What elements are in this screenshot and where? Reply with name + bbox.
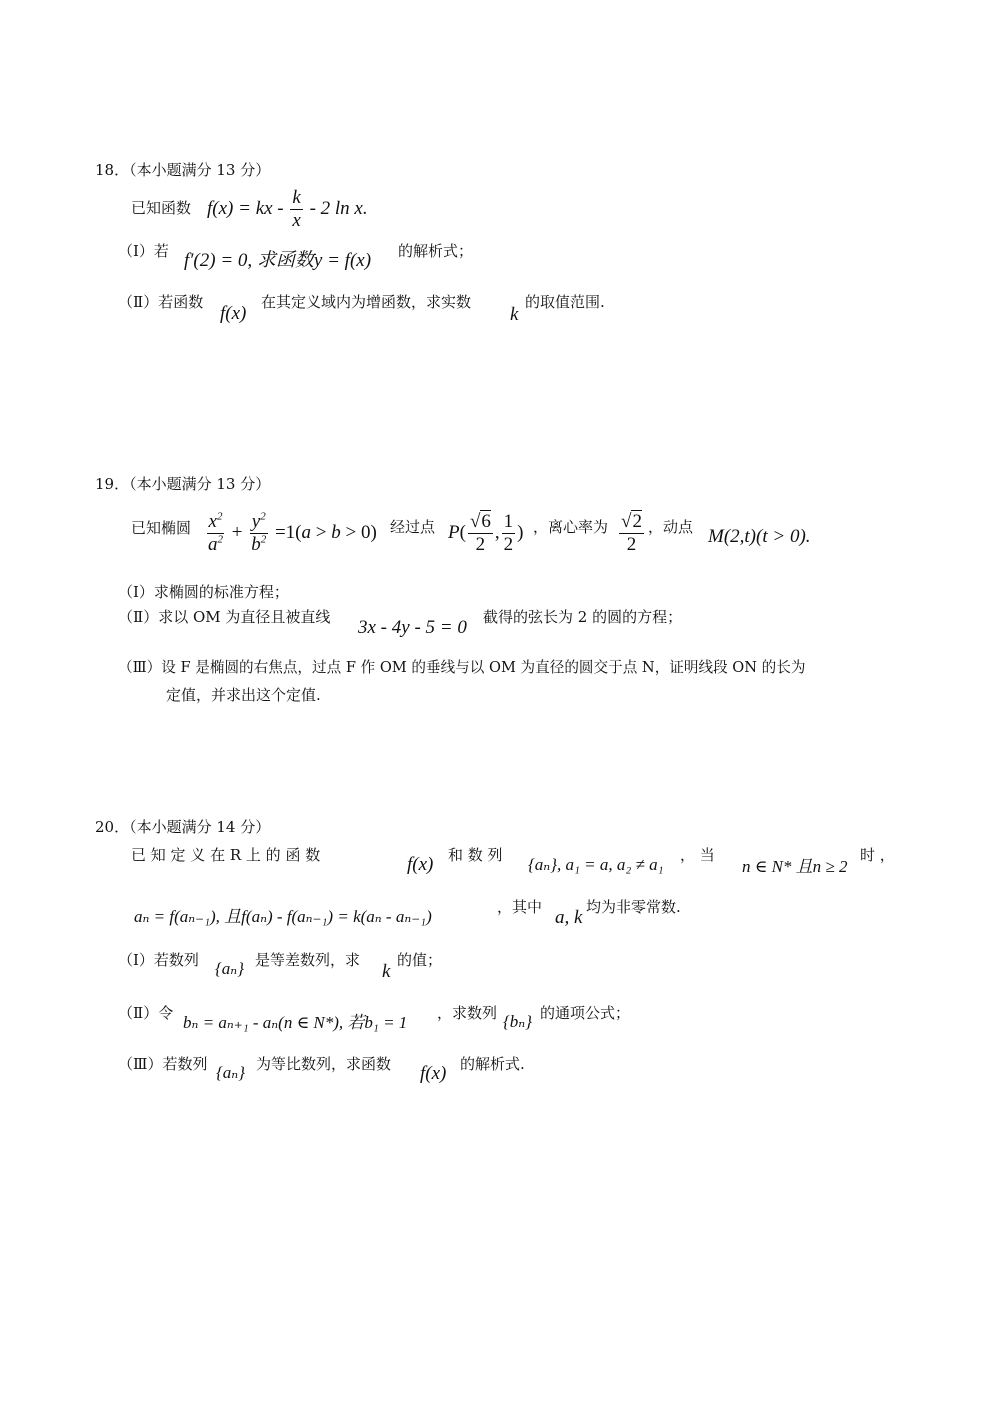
q19-passes: 经过点 xyxy=(390,518,436,536)
q19-ellipse: $\frac{x^2}{a^2}$ + $\frac{y^2}{b^2}$ =1(a > b > 0) xyxy=(208,510,377,555)
q19-moving: ，动点 xyxy=(648,518,694,536)
q19-stem-prefix: 已知椭圆 xyxy=(131,519,192,537)
q18-p2-fx: f(x) xyxy=(220,303,247,324)
q18-p2-tail: 的取值范围. xyxy=(525,293,605,311)
q20-fx: f(x) xyxy=(407,854,434,875)
q20-p2-def: bₙ = aₙ₊₁ - aₙ(n ∈ N*), 若b₁ = 1 xyxy=(183,1013,408,1032)
q20-p3-b: 为等比数列，求函数 xyxy=(256,1055,392,1073)
q20-p2-c: 的通项公式； xyxy=(540,1004,631,1022)
q20-p1-seq: {aₙ} xyxy=(215,959,244,978)
q18-p2-k: k xyxy=(510,304,519,325)
q18-p1-label: （Ⅰ）若 xyxy=(118,242,169,260)
q19-ecc-text: ，离心率为 xyxy=(533,518,609,536)
q19-p3-a: （Ⅲ）设 F 是椭圆的右焦点，过点 F 作 OM 的垂线与以 OM 为直径的圆交于点 N，证明线段 ON 的长为 xyxy=(118,659,806,676)
q20-p2-a: （Ⅱ）令 xyxy=(118,1004,174,1022)
q19-point-m: M(2,t)(t > 0). xyxy=(708,526,811,547)
q20-where: ，其中 xyxy=(497,898,543,916)
q20-p1-k: k xyxy=(382,961,391,982)
q20-header: 20．（本小题满分 14 分） xyxy=(95,818,271,836)
q18-p1-cond: f′(2) = 0, 求函数y = f(x) xyxy=(184,250,372,271)
q20-p1-c: 的值； xyxy=(397,951,443,969)
q19-p2-a: （Ⅱ）求以 OM 为直径且被直线 xyxy=(118,608,331,626)
q19-ecc: $\frac{√2}{2}$ xyxy=(621,511,642,555)
q19-p1: （Ⅰ）求椭圆的标准方程； xyxy=(118,583,289,601)
q20-p1-a: （Ⅰ）若数列 xyxy=(118,951,199,969)
q18-header: 18．（本小题满分 13 分） xyxy=(95,161,271,179)
q20-stem-c: ， 当 xyxy=(680,846,715,864)
q20-p2-seq: {bₙ} xyxy=(503,1012,532,1031)
q19-p3-b: 定值，并求出这个定值. xyxy=(166,686,321,704)
q20-stem-a: 已 知 定 义 在 R 上 的 函 数 xyxy=(131,846,321,864)
q20-p3-a: （Ⅲ）若数列 xyxy=(118,1055,208,1073)
q19-point-p: P( $\frac{√6}{2}$ , $\frac{1}{2}$ ) xyxy=(448,511,524,555)
q20-stem-b: 和 数 列 xyxy=(448,846,503,864)
q18-p2-mid: 在其定义域内为增函数，求实数 xyxy=(261,293,472,311)
q20-p3-c: 的解析式. xyxy=(460,1055,525,1073)
q20-seq: {aₙ}, a₁ = a, a₂ ≠ a₁ xyxy=(528,855,664,874)
q18-function-def: f(x) = kx - $\frac{k}{x}$ - 2 ln x. xyxy=(207,187,368,231)
q18-p1-tail: 的解析式； xyxy=(398,242,474,260)
q18-p2-label: （Ⅱ）若函数 xyxy=(118,293,204,311)
q20-cond: n ∈ N* 且n ≥ 2 xyxy=(742,857,848,876)
q20-stem-d: 时 ， xyxy=(860,846,895,864)
q19-header: 19．（本小题满分 13 分） xyxy=(95,475,271,493)
q20-p1-b: 是等差数列，求 xyxy=(255,951,361,969)
q20-p3-fx: f(x) xyxy=(420,1063,447,1084)
q20-p2-b: ，求数列 xyxy=(437,1004,498,1022)
q20-p3-seq: {aₙ} xyxy=(216,1063,245,1082)
q20-rel: aₙ = f(aₙ₋₁), 且f(aₙ) - f(aₙ₋₁) = k(aₙ - aₙ₋₁) xyxy=(134,907,432,926)
q19-p2-line: 3x - 4y - 5 = 0 xyxy=(358,617,467,638)
q18-stem-prefix: 已知函数 xyxy=(131,199,192,217)
q19-p2-b: 截得的弦长为 2 的圆的方程； xyxy=(483,608,683,626)
q20-ak: a, k xyxy=(555,907,583,928)
q20-consts: 均为非零常数. xyxy=(586,898,681,916)
